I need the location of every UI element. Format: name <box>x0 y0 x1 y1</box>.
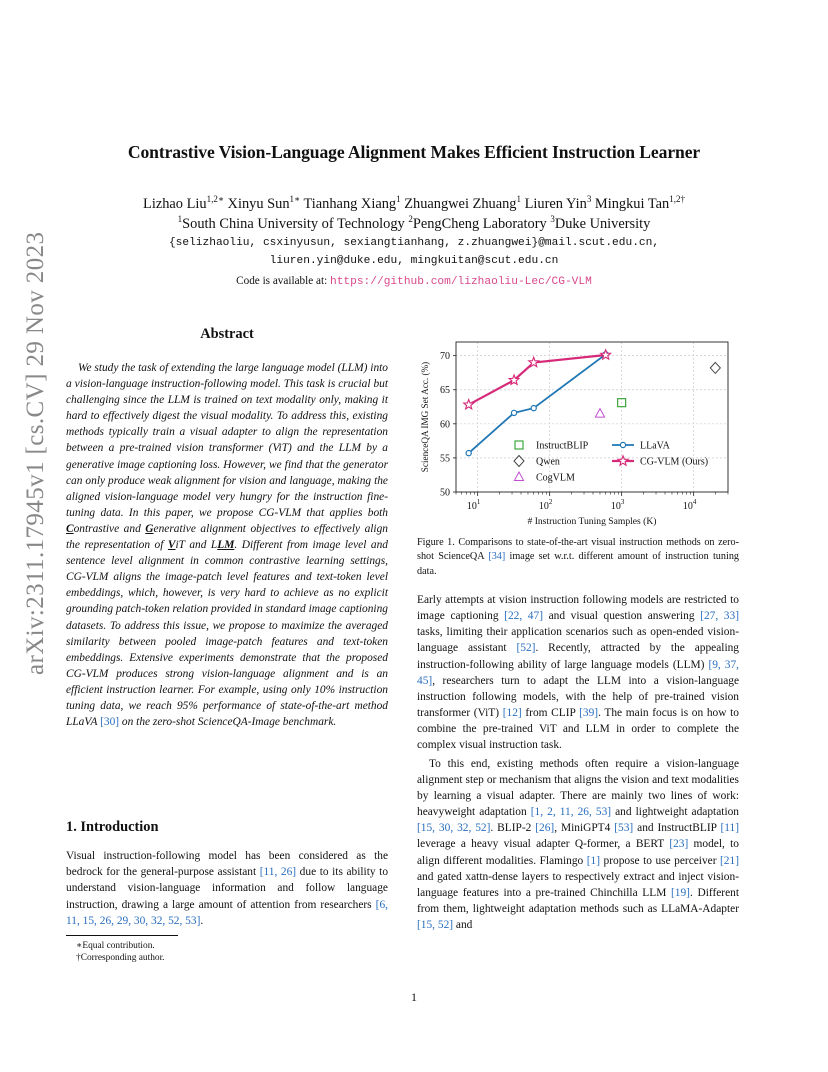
x-axis-label: # Instruction Tuning Samples (K) <box>527 516 657 527</box>
y-axis-label: ScienceQA IMG Set Acc. (%) <box>420 361 430 473</box>
legend-marker <box>515 441 523 449</box>
llava-point <box>531 406 536 411</box>
legend-label: LLaVA <box>640 440 670 452</box>
paper-title: Contrastive Vision-Language Alignment Makes Efficient Instruction Learner <box>127 142 701 162</box>
intro-paragraph: Visual instruction-following model has been considered as the bedrock for the general-purpose assistant [11, 26] due to its ability to understand vision-language information and follow language instruction, drawing a large amount of attention from researchers [6, 11, 15, 26, 29, 30, 32, 52, 53]. <box>66 850 389 927</box>
llava-point <box>466 451 471 456</box>
citation-link[interactable]: [11] <box>720 822 740 835</box>
paragraph-early-attempts: Early attempts at vision instruction following models are restricted to image captioning [22, 47] and visual question answering [27, 33] tasks, limiting their application scenarios such as open-ended vision-language assistant [52]. Recently, attracted by the appealing instruction-following ability of large language models (LLM) [9, 37, 45], researchers turn to adapt the LLM into a vision-language instruction following models, with the help of pre-trained vision transformer (ViT) [12] from CLIP [39]. The main focus is on how to combine the pre-trained ViT and LLM in order to complete the complex visual instruction task. <box>417 594 740 752</box>
abstract-body: We study the task of extending the large language model (LLM) into a vision-language instruction-following model. This task is crucial but challenging since the LLM is trained on text modality only, making it hard to effectively digest the visual modality. To address this, existing methods typically train a visual adapter to align the representation between a pre-trained vision transformer (ViT) and the LLM by a generative image captioning loss. However, we find that the generator can only produce weak alignment for vision and language, making the aligned vision-language model very hungry for the instruction fine-tuning data. In this paper, we propose CG-VLM that applies both Contrastive and Generative alignment objectives to effectively align the representation of ViT and LLM. Different from image level and sentence level alignment in common contrastive learning settings, CG-VLM aligns the image-patch level features and text-token level embeddings, which, however, is very hard to achieve as no explicit grounding patch-token relation provided in standard image captioning datasets. To address this issue, we propose to maximize the averaged similarity between pooled image-patch features and text-token embeddings. Extensive experiments demonstrate that the proposed CG-VLM produces strong vision-language alignment and is an efficient instruction learner. For example, using only 10% instruction tuning data, we reach 95% performance of state-of-the-art method LLaVA [30] on the zero-shot ScienceQA-Image benchmark. <box>66 362 388 729</box>
legend-label: Qwen <box>536 456 560 468</box>
x-tick-label: $10^2$ <box>538 498 553 512</box>
x-tick-label: $10^3$ <box>610 498 625 512</box>
citation-link[interactable]: [22, 47] <box>504 610 543 623</box>
citation-link[interactable]: [6, 11, 15, 26, 29, 30, 32, 52, 53] <box>66 898 388 927</box>
paragraph-to-this-end: To this end, existing methods often require a vision-language alignment step or mechanism that aligns the vision and text modalities by learning a visual adapter. There are mainly two lines of work: heavyweight adaptation [1, 2, 11, 26, 53] and lightweight adaptation [15, 30, 32, 52]. BLIP-2 [26], MiniGPT4 [53] and InstructBLIP [11] leverage a heavy visual adapter Q-former, a BERT [23] model, to align different modalities. Flamingo [1] propose to use perceiver [21] and gated xattn-dense layers to respectively extract and inject vision-language features into a pre-trained Chinchilla LLM [19]. Different from them, lightweight adaptation methods such as LLaMA-Adapter [15, 52] and <box>417 757 740 932</box>
footnote-rule <box>66 935 178 936</box>
figure-1-caption: Figure 1. Comparisons to state-of-the-art visual instruction methods on zero-shot ScienceQA [34] image set w.r.t. different amount of instruction tuning data. <box>417 537 740 577</box>
code-availability <box>0 275 828 288</box>
x-tick-label: $10^4$ <box>682 498 697 512</box>
abstract-heading: Abstract <box>200 326 254 342</box>
y-tick-label: 60 <box>440 419 450 431</box>
citation-link[interactable]: [26] <box>535 822 555 835</box>
figure-1-chart <box>416 330 738 530</box>
section-heading-introduction: 1. Introduction <box>66 819 159 835</box>
legend-marker <box>514 456 524 467</box>
citation-link[interactable]: [11, 26] <box>259 866 297 879</box>
llava-line <box>469 354 606 453</box>
citation-link[interactable]: [9, 37, 45] <box>417 658 739 687</box>
legend-label: CogVLM <box>536 472 575 484</box>
citation-link[interactable]: [34] <box>488 551 506 563</box>
legend-marker <box>620 442 625 447</box>
legend-label: InstructBLIP <box>536 440 589 452</box>
cg-vlm-ours-point <box>464 400 474 409</box>
email-line-1: {selizhaoliu, csxinyusun, sexiangtianhang, z.zhuangwei}@mail.scut.edu.cn, <box>168 237 660 249</box>
citation-link[interactable]: [19] <box>670 886 690 899</box>
page-number: 1 <box>411 990 417 1004</box>
right-column-body <box>417 592 739 933</box>
citation-link[interactable]: [30] <box>100 716 120 729</box>
footnote-equal-contribution: ∗Equal contribution. <box>76 941 155 951</box>
y-tick-label: 55 <box>440 453 450 465</box>
y-tick-label: 50 <box>440 487 450 499</box>
llava-point <box>511 410 516 415</box>
code-label: Code is available at: <box>236 275 330 287</box>
qwen-point <box>710 362 720 373</box>
citation-link[interactable]: [27, 33] <box>700 610 739 623</box>
footnote-corresponding-author: †Corresponding author. <box>76 953 165 963</box>
arxiv-side-stamp: arXiv:2311.17945v1 [cs.CV] 29 Nov 2023 <box>22 231 49 675</box>
citation-link[interactable]: [21] <box>720 854 739 867</box>
citation-link[interactable]: [1, 2, 11, 26, 53] <box>530 806 612 819</box>
legend-marker <box>514 472 523 481</box>
y-tick-label: 65 <box>440 385 450 397</box>
cogvlm-point <box>595 409 604 418</box>
y-tick-label: 70 <box>440 351 450 363</box>
legend-label: CG-VLM (Ours) <box>640 456 709 468</box>
author-list: Lizhao Liu$^{1,2∗}$ Xinyu Sun$^{1∗}$ Tianhang Xiang$^1$ Zhuangwei Zhuang$^1$ Liuren Yin$^3$ Mingkui Tan$^{1,2\dagger}$ <box>143 194 685 212</box>
citation-link[interactable]: [1] <box>586 854 601 867</box>
citation-link[interactable]: [15, 30, 32, 52] <box>417 822 491 835</box>
citation-link[interactable]: [15, 52] <box>417 919 454 932</box>
citation-link[interactable]: [23] <box>669 838 689 851</box>
citation-link[interactable]: [52] <box>516 642 536 655</box>
x-tick-label: $10^1$ <box>466 498 481 512</box>
citation-link[interactable]: [12] <box>502 707 522 720</box>
legend-marker <box>618 456 628 465</box>
code-url-link[interactable]: https://github.com/lizhaoliu-Lec/CG-VLM <box>329 276 592 288</box>
citation-link[interactable]: [39] <box>579 707 599 720</box>
affiliations: $^1$South China University of Technology $^2$PengCheng Laboratory $^3$Duke University <box>177 214 651 232</box>
email-line-2: liuren.yin@duke.edu, mingkuitan@scut.edu.cn <box>269 255 559 267</box>
citation-link[interactable]: [53] <box>614 822 634 835</box>
